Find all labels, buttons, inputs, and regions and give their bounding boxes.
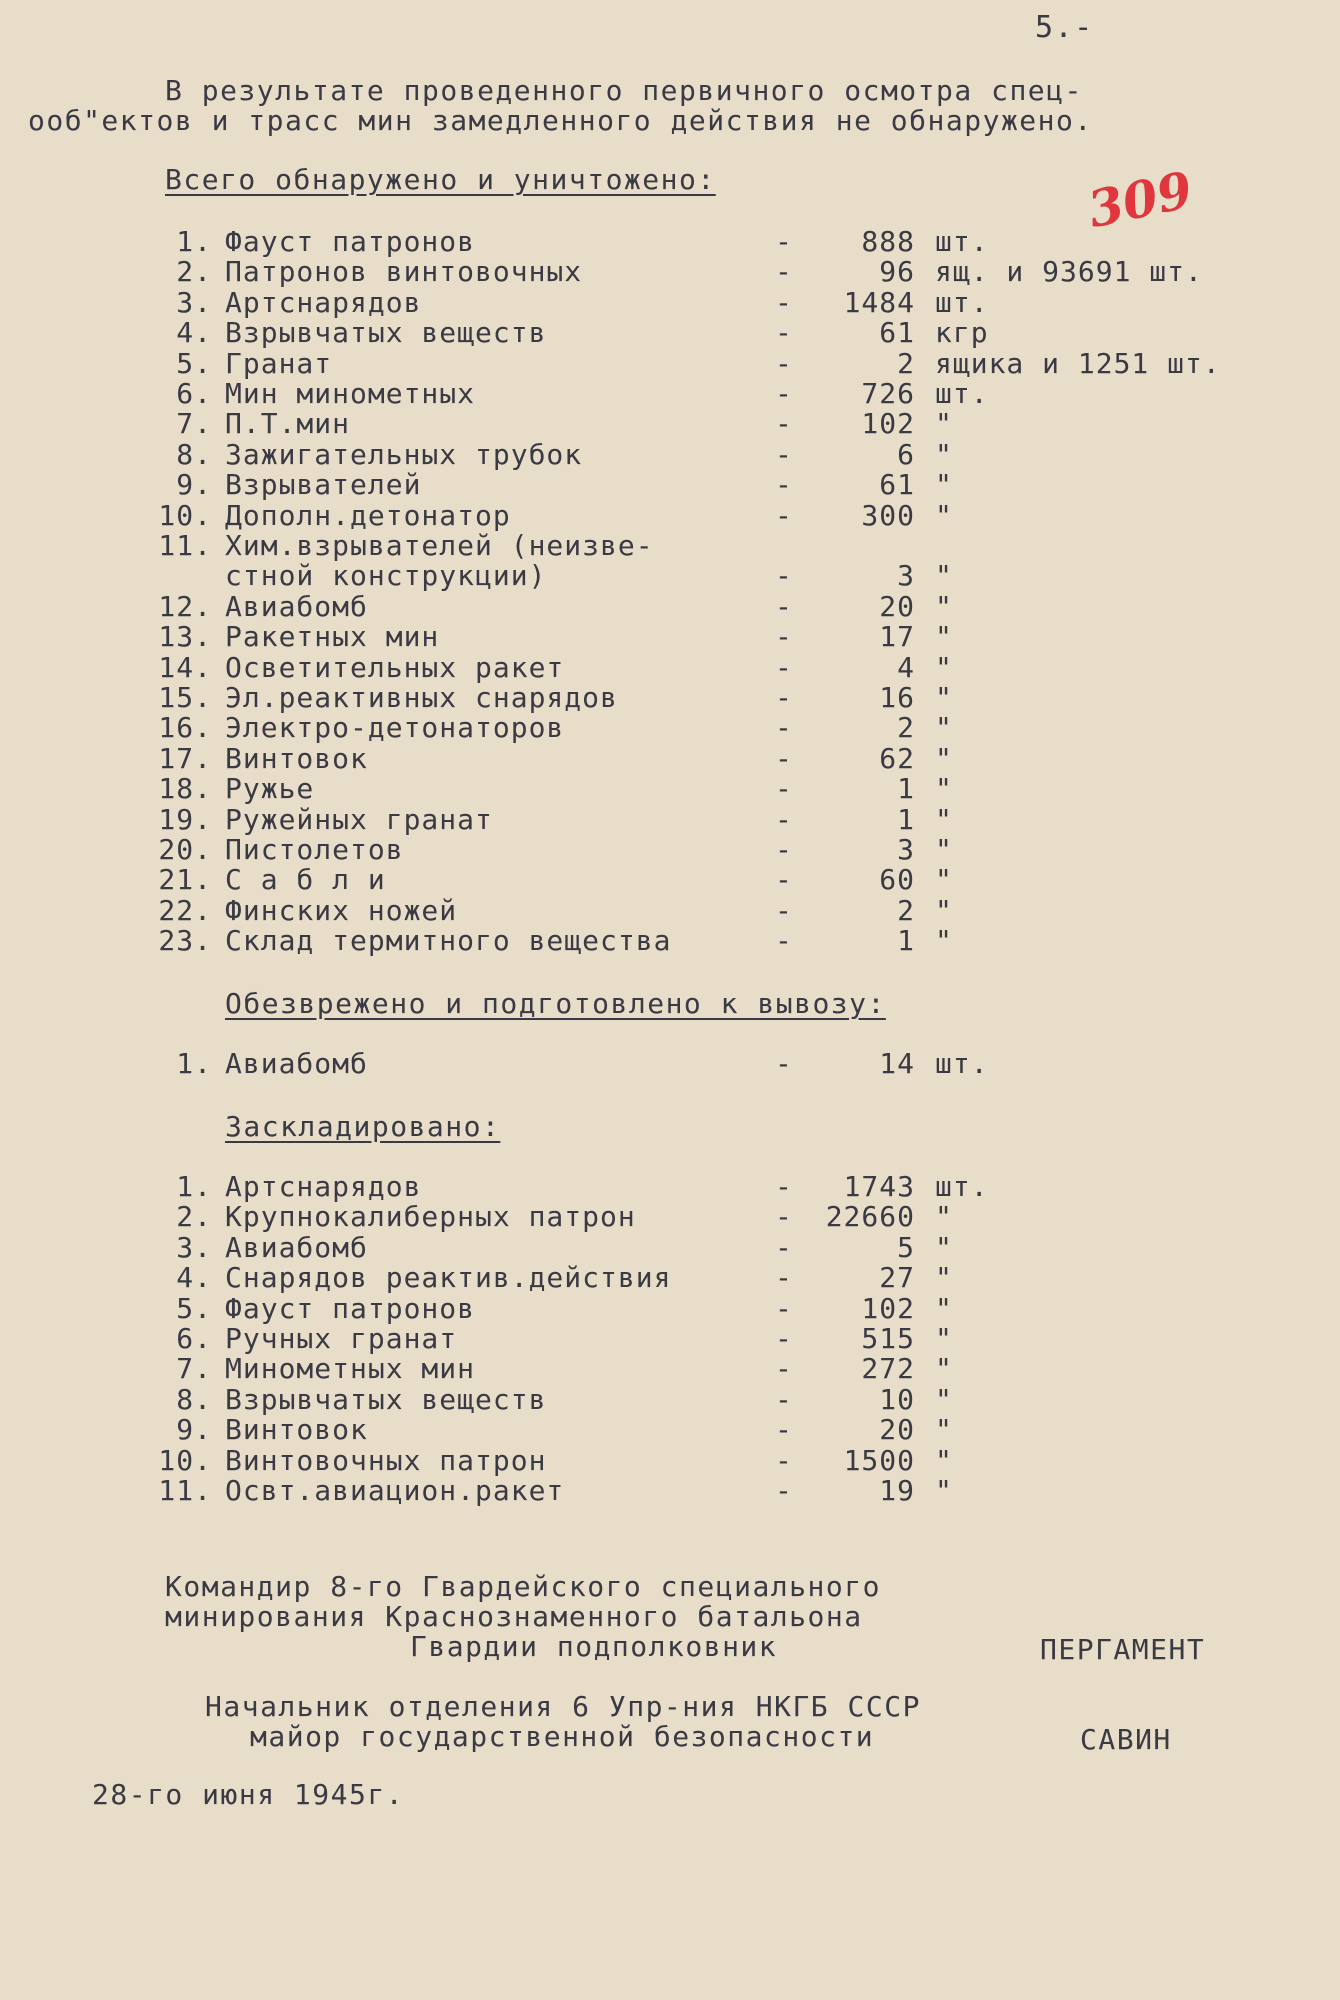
section-2-title: Обезврежено и подготовлено к вывозу: <box>225 987 886 1020</box>
item-quantity: 2 <box>897 711 915 745</box>
item-label: Артснарядов <box>225 1170 422 1203</box>
list-item <box>0 316 1340 350</box>
item-quantity: 19 <box>879 1474 915 1507</box>
item-number: 11. <box>158 529 212 562</box>
item-label: Авиабомб <box>225 1230 368 1264</box>
item-dash: - <box>775 377 793 410</box>
commander-name: ПЕРГАМЕНТ <box>1040 1633 1206 1666</box>
item-dash: - <box>775 620 793 654</box>
item-quantity: 272 <box>861 1352 915 1386</box>
list-item <box>0 1291 1340 1325</box>
section-1-title: Всего обнаружено и уничтожено: <box>165 163 716 196</box>
item-dash: - <box>775 437 793 471</box>
commander-title-line-2: минирования Краснознаменного батальона <box>165 1600 863 1633</box>
item-dash: - <box>775 346 793 380</box>
item-quantity: 888 <box>861 225 915 258</box>
item-label: Ружейных гранат <box>225 802 493 836</box>
item-quantity: 96 <box>879 255 915 289</box>
item-number: 4. <box>176 316 212 350</box>
item-dash: - <box>775 1291 793 1325</box>
item-dash: - <box>775 316 793 350</box>
list-item <box>0 285 1340 319</box>
list-item <box>0 377 1340 410</box>
item-unit: кгр <box>935 316 989 350</box>
item-dash: - <box>775 1170 793 1203</box>
item-number: 12. <box>158 589 212 623</box>
item-label: Склад термитного вещества <box>225 924 672 958</box>
list-item <box>0 225 1340 258</box>
item-label: Зажигательных трубок <box>225 437 583 471</box>
item-label: Артснарядов <box>225 285 422 319</box>
list-item <box>0 407 1340 441</box>
item-label: Винтовочных патрон <box>225 1443 547 1477</box>
item-unit: " <box>935 681 953 714</box>
item-quantity: 1 <box>897 802 915 836</box>
list-item <box>0 1443 1340 1477</box>
list-item <box>0 498 1340 532</box>
item-quantity: 5 <box>897 1230 915 1264</box>
item-quantity: 20 <box>879 1413 915 1447</box>
item-number: 14. <box>158 650 212 684</box>
item-quantity: 102 <box>861 407 915 441</box>
item-dash: - <box>775 893 793 927</box>
item-number: 9. <box>176 468 212 502</box>
list-item <box>0 711 1340 745</box>
item-unit: " <box>935 711 953 745</box>
list-item <box>0 1261 1340 1295</box>
item-number: 16. <box>158 711 212 745</box>
item-number: 23. <box>158 924 212 958</box>
item-number: 7. <box>176 1352 212 1386</box>
list-item <box>0 1413 1340 1447</box>
item-unit: " <box>935 741 953 775</box>
document-date: 28-го июня 1945г. <box>92 1778 405 1811</box>
item-label: Дополн.детонатор <box>225 498 511 532</box>
item-quantity: 1743 <box>843 1170 915 1203</box>
list-item <box>0 681 1340 714</box>
item-number: 22. <box>158 893 212 927</box>
item-label: Ручных гранат <box>225 1322 458 1355</box>
item-dash: - <box>775 1200 793 1234</box>
item-quantity: 16 <box>879 681 915 714</box>
item-number: 3. <box>176 285 212 319</box>
item-number: 1. <box>176 225 212 258</box>
item-number: 17. <box>158 741 212 775</box>
item-unit: " <box>935 407 953 441</box>
item-dash: - <box>775 802 793 836</box>
item-dash: - <box>775 1443 793 1477</box>
item-label: Хим.взрывателей (неизве- <box>225 529 654 562</box>
item-quantity: 2 <box>897 346 915 380</box>
item-label: Гранат <box>225 346 333 380</box>
item-label: Мин минометных <box>225 377 476 410</box>
item-label: Минометных мин <box>225 1352 476 1386</box>
list-item <box>0 620 1340 654</box>
list-item <box>0 1230 1340 1264</box>
list-item <box>0 468 1340 502</box>
item-label: стной конструкции) <box>225 559 547 593</box>
list-item <box>0 924 1340 958</box>
item-unit: " <box>935 802 953 836</box>
item-dash: - <box>775 255 793 289</box>
item-dash: - <box>775 1413 793 1447</box>
item-unit: ящика и 1251 шт. <box>935 346 1221 380</box>
item-dash: - <box>775 833 793 866</box>
item-quantity: 300 <box>861 498 915 532</box>
intro-line-2: ооб"ектов и трасс мин замедленного действия не обнаружено. <box>28 104 1093 137</box>
item-label: Патронов винтовочных <box>225 255 583 289</box>
item-unit: " <box>935 1413 953 1447</box>
item-unit: ящ. и 93691 шт. <box>935 255 1203 289</box>
intro-line-1: В результате проведенного первичного осмотра спец- <box>165 74 1083 107</box>
item-label: Осветительных ракет <box>225 650 565 684</box>
item-unit: " <box>935 1443 953 1477</box>
commander-title-line-1: Командир 8-го Гвардейского специального <box>165 1570 881 1603</box>
item-quantity: 3 <box>897 559 915 593</box>
item-quantity: 1 <box>897 924 915 958</box>
item-unit: " <box>935 1352 953 1386</box>
item-number: 10. <box>158 498 212 532</box>
item-dash: - <box>775 589 793 623</box>
list-item <box>0 1200 1340 1234</box>
list-item <box>0 650 1340 684</box>
item-number: 1. <box>176 1170 212 1203</box>
item-quantity: 61 <box>879 316 915 350</box>
item-unit: " <box>935 924 953 958</box>
item-quantity: 4 <box>897 650 915 684</box>
item-unit: " <box>935 772 953 806</box>
item-number: 6. <box>176 1322 212 1355</box>
list-item <box>0 255 1340 289</box>
item-unit: " <box>935 833 953 866</box>
item-unit: шт. <box>935 1047 989 1080</box>
item-label: Крупнокалиберных патрон <box>225 1200 636 1234</box>
item-unit: " <box>935 1322 953 1355</box>
item-number: 2. <box>176 255 212 289</box>
item-number: 4. <box>176 1261 212 1295</box>
item-dash: - <box>775 681 793 714</box>
list-item <box>0 346 1340 380</box>
item-dash: - <box>775 1047 793 1080</box>
chief-name: САВИН <box>1080 1723 1172 1756</box>
item-quantity: 1500 <box>843 1443 915 1477</box>
item-label: Ракетных мин <box>225 620 440 654</box>
list-item <box>0 559 1340 593</box>
item-unit: " <box>935 1261 953 1295</box>
item-dash: - <box>775 924 793 958</box>
item-label: Авиабомб <box>225 1047 368 1080</box>
item-label: Пистолетов <box>225 833 404 866</box>
list-item <box>0 772 1340 806</box>
item-quantity: 515 <box>861 1322 915 1355</box>
item-number: 19. <box>158 802 212 836</box>
item-dash: - <box>775 863 793 897</box>
item-unit: " <box>935 1382 953 1416</box>
list-item <box>0 437 1340 471</box>
item-unit: " <box>935 650 953 684</box>
item-unit: " <box>935 620 953 654</box>
list-item <box>0 863 1340 897</box>
item-dash: - <box>775 407 793 441</box>
item-quantity: 1 <box>897 772 915 806</box>
list-item <box>0 529 1340 562</box>
list-item <box>0 893 1340 927</box>
item-quantity: 20 <box>879 589 915 623</box>
item-dash: - <box>775 1352 793 1386</box>
item-dash: - <box>775 1230 793 1264</box>
item-label: Эл.реактивных снарядов <box>225 681 618 714</box>
archive-stamp-number: 309 <box>1083 159 1198 240</box>
item-dash: - <box>775 1322 793 1355</box>
item-quantity: 102 <box>861 1291 915 1325</box>
list-item <box>0 589 1340 623</box>
item-label: Взрывчатых веществ <box>225 316 547 350</box>
page-number: 5.- <box>1035 10 1094 45</box>
item-number: 20. <box>158 833 212 866</box>
list-item <box>0 1474 1340 1507</box>
item-quantity: 14 <box>879 1047 915 1080</box>
item-number: 18. <box>158 772 212 806</box>
item-label: Снарядов реактив.действия <box>225 1261 672 1295</box>
item-label: С а б л и <box>225 863 386 897</box>
commander-title-line-3: Гвардии подполковник <box>410 1630 778 1663</box>
list-item <box>0 1352 1340 1386</box>
item-number: 1. <box>176 1047 212 1080</box>
item-quantity: 60 <box>879 863 915 897</box>
item-dash: - <box>775 225 793 258</box>
item-label: Взрывчатых веществ <box>225 1382 547 1416</box>
item-unit: " <box>935 589 953 623</box>
item-number: 7. <box>176 407 212 441</box>
item-unit: " <box>935 437 953 471</box>
item-number: 15. <box>158 681 212 714</box>
item-unit: " <box>935 1291 953 1325</box>
item-number: 9. <box>176 1413 212 1447</box>
item-number: 5. <box>176 1291 212 1325</box>
item-dash: - <box>775 559 793 593</box>
item-unit: " <box>935 893 953 927</box>
item-unit: " <box>935 1230 953 1264</box>
item-number: 11. <box>158 1474 212 1507</box>
item-unit: шт. <box>935 1170 989 1203</box>
item-dash: - <box>775 772 793 806</box>
item-quantity: 6 <box>897 437 915 471</box>
item-quantity: 62 <box>879 741 915 775</box>
list-item <box>0 1170 1340 1203</box>
item-number: 2. <box>176 1200 212 1234</box>
item-label: Авиабомб <box>225 589 368 623</box>
list-item <box>0 1382 1340 1416</box>
section-3-title: Заскладировано: <box>225 1110 501 1143</box>
item-unit: шт. <box>935 285 989 319</box>
chief-title-line-1: Начальник отделения 6 Упр-ния НКГБ СССР <box>205 1690 921 1723</box>
item-dash: - <box>775 1382 793 1416</box>
item-dash: - <box>775 1474 793 1507</box>
item-number: 6. <box>176 377 212 410</box>
item-dash: - <box>775 1261 793 1295</box>
item-label: Ружье <box>225 772 315 806</box>
item-number: 10. <box>158 1443 212 1477</box>
item-quantity: 22660 <box>825 1200 915 1234</box>
item-label: Электро-детонаторов <box>225 711 565 745</box>
item-number: 5. <box>176 346 212 380</box>
item-number: 13. <box>158 620 212 654</box>
item-quantity: 10 <box>879 1382 915 1416</box>
item-quantity: 726 <box>861 377 915 410</box>
list-item <box>0 1047 1340 1080</box>
item-quantity: 1484 <box>843 285 915 319</box>
item-quantity: 61 <box>879 468 915 502</box>
item-quantity: 3 <box>897 833 915 866</box>
item-label: П.Т.мин <box>225 407 351 441</box>
item-quantity: 2 <box>897 893 915 927</box>
chief-title-line-2: майор государственной безопасности <box>250 1720 875 1753</box>
item-quantity: 17 <box>879 620 915 654</box>
item-unit: " <box>935 498 953 532</box>
item-unit: " <box>935 1200 953 1234</box>
item-unit: шт. <box>935 225 989 258</box>
list-item <box>0 833 1340 866</box>
item-label: Фауст патронов <box>225 1291 476 1325</box>
item-dash: - <box>775 468 793 502</box>
item-number: 3. <box>176 1230 212 1264</box>
item-unit: " <box>935 468 953 502</box>
item-dash: - <box>775 498 793 532</box>
item-number: 8. <box>176 437 212 471</box>
item-label: Освт.авиацион.ракет <box>225 1474 565 1507</box>
item-label: Винтовок <box>225 741 368 775</box>
item-dash: - <box>775 285 793 319</box>
item-dash: - <box>775 650 793 684</box>
list-item <box>0 1322 1340 1355</box>
item-label: Взрывателей <box>225 468 422 502</box>
item-dash: - <box>775 741 793 775</box>
item-unit: " <box>935 559 953 593</box>
item-number: 8. <box>176 1382 212 1416</box>
item-dash: - <box>775 711 793 745</box>
item-label: Финских ножей <box>225 893 458 927</box>
item-unit: " <box>935 1474 953 1507</box>
item-unit: шт. <box>935 377 989 410</box>
list-item <box>0 802 1340 836</box>
list-item <box>0 741 1340 775</box>
item-number: 21. <box>158 863 212 897</box>
item-unit: " <box>935 863 953 897</box>
item-label: Фауст патронов <box>225 225 476 258</box>
item-label: Винтовок <box>225 1413 368 1447</box>
item-quantity: 27 <box>879 1261 915 1295</box>
